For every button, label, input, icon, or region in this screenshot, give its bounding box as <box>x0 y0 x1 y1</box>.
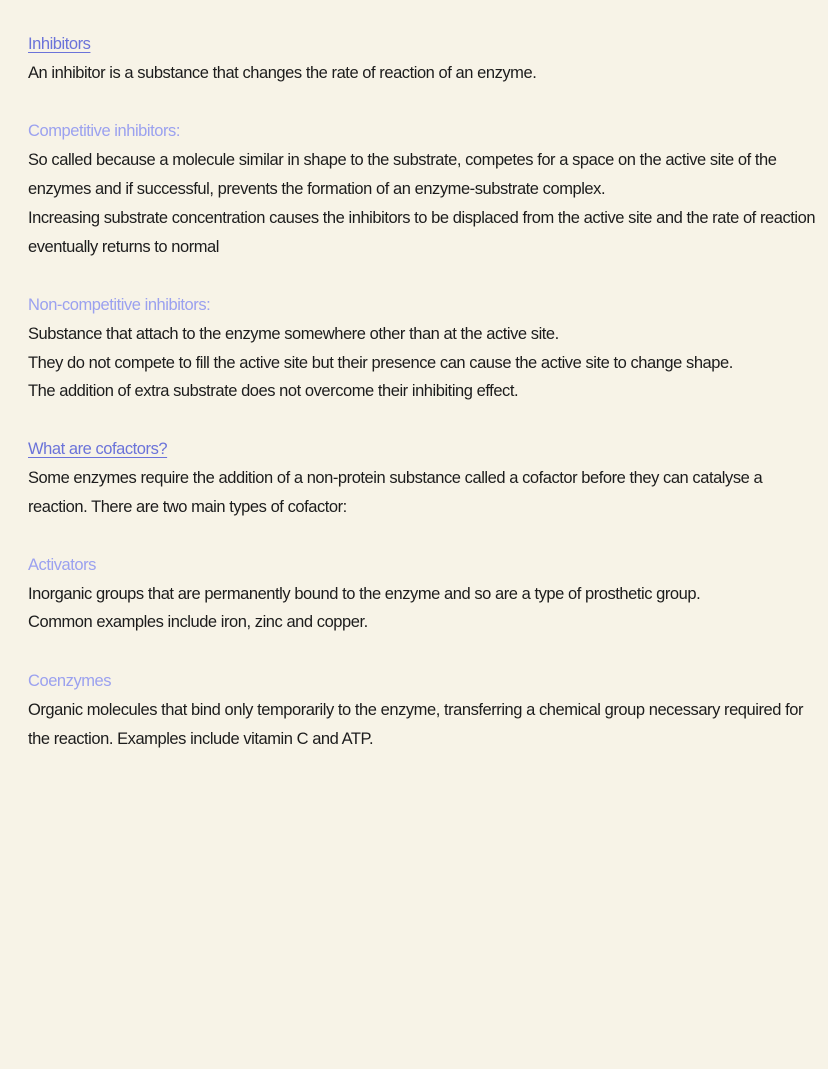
heading-non-competitive-inhibitors: Non-competitive inhibitors: <box>28 296 211 314</box>
paragraph-line: Common examples include iron, zinc and copper. <box>28 613 368 631</box>
paragraph-line: eventually returns to normal <box>28 238 219 256</box>
paragraph-line: Substance that attach to the enzyme somewhere other than at the active site. <box>28 325 559 343</box>
paragraph-line: enzymes and if successful, prevents the formation of an enzyme-substrate complex. <box>28 180 606 198</box>
heading-cofactors[interactable]: What are cofactors? <box>28 440 168 458</box>
paragraph-line: Organic molecules that bind only temporarily to the enzyme, transferring a chemical group necessary required for <box>28 701 803 719</box>
heading-coenzymes: Coenzymes <box>28 672 112 690</box>
paragraph-line: Some enzymes require the addition of a non-protein substance called a cofactor before they can catalyse a <box>28 469 763 487</box>
paragraph-line: Inorganic groups that are permanently bound to the enzyme and so are a type of prosthetic group. <box>28 585 701 603</box>
paragraph-line: The addition of extra substrate does not overcome their inhibiting effect. <box>28 382 519 400</box>
paragraph-line: They do not compete to fill the active site but their presence can cause the active site to change shape. <box>28 354 733 372</box>
paragraph-line: the reaction. Examples include vitamin C and ATP. <box>28 730 374 748</box>
paragraph-line: reaction. There are two main types of cofactor: <box>28 498 347 516</box>
heading-competitive-inhibitors: Competitive inhibitors: <box>28 122 180 140</box>
heading-inhibitors[interactable]: Inhibitors <box>28 35 91 53</box>
paragraph-line: Increasing substrate concentration causes the inhibitors to be displaced from the active site and the rate of reaction <box>28 209 816 227</box>
heading-activators: Activators <box>28 556 96 574</box>
paragraph-line: An inhibitor is a substance that changes the rate of reaction of an enzyme. <box>28 64 537 82</box>
paragraph-line: So called because a molecule similar in shape to the substrate, competes for a space on the active site of the <box>28 151 777 169</box>
